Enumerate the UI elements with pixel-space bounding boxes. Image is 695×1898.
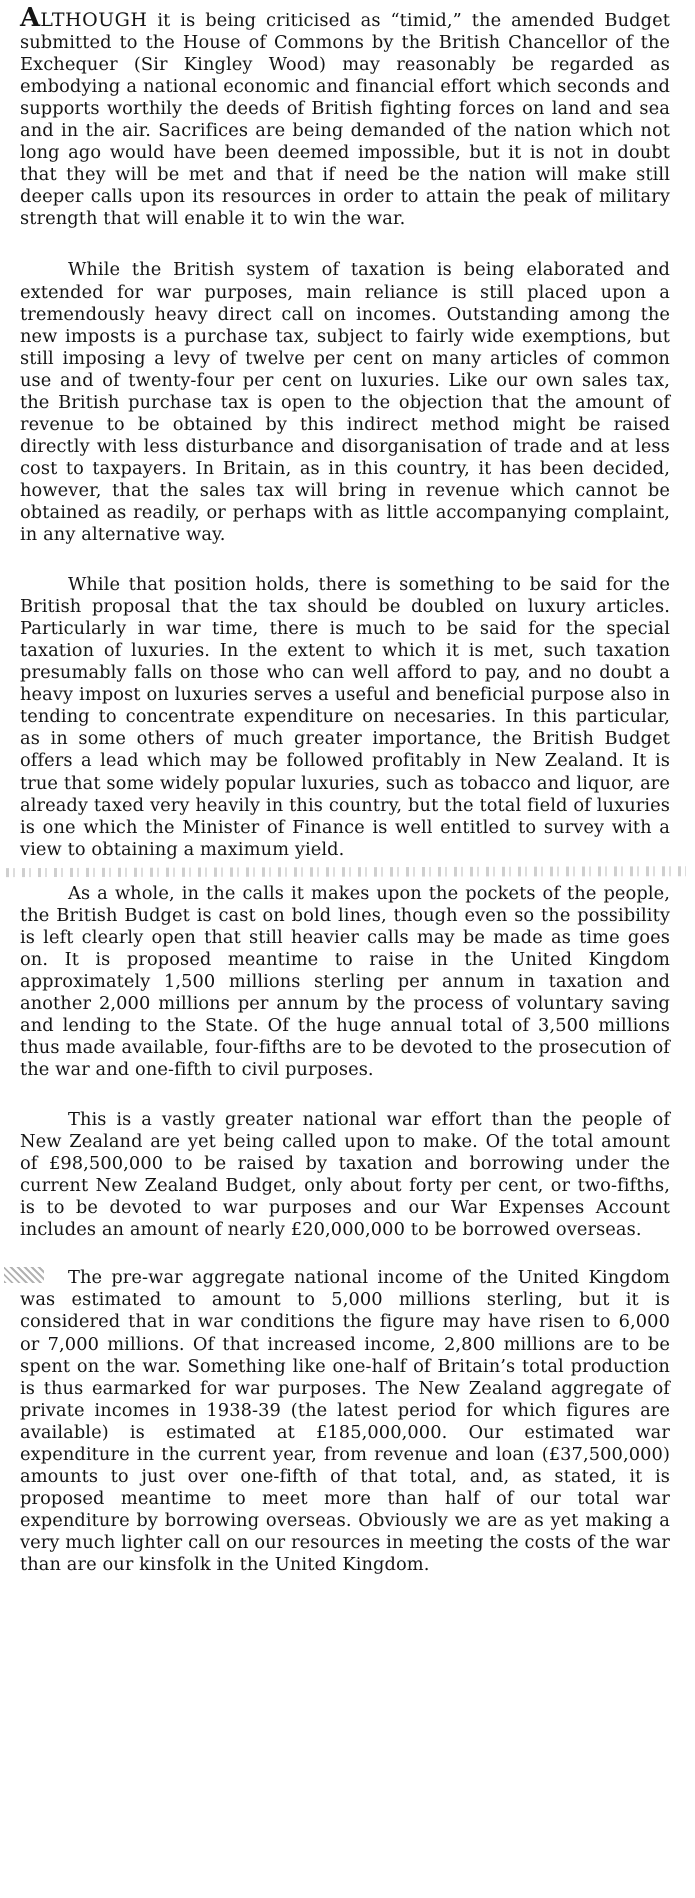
paragraph-gap bbox=[20, 1241, 670, 1267]
paragraph-6: The pre-war aggregate national income of the United Kingdom was estimated to amount to 5,000 millions sterling, but it is considered that in war conditions the figure may have risen to 6,000 or 7,000 millions. Of that increased income, 2,800 millions are to be spent on the war. Something like one-half of Britain’s total production is thus earmarked for war purposes. The New Zealand aggregate of private incomes in 1938-39 (the latest period for which figures are available) is estimated at £185,000,000. Our estimated war expenditure in the current year, from revenue and loan (£37,500,000) amounts to just over one-fifth of that total, and, as stated, it is proposed meantime to meet more than half of our total war expenditure by borrowing overseas. Obviously we are as yet making a very much lighter call on our resources in meeting the costs of the war than are our kinsfolk in the United Kingdom. bbox=[20, 1267, 670, 1575]
paragraph-2: While the British system of taxation is being elaborated and extended for war purposes, main reliance is still placed upon a tremendously heavy direct call on incomes. Outstanding among the new imposts is a purchase tax, subject to fairly wide exemptions, but still imposing a levy of twelve per cent on many articles of common use and of twenty-four per cent on luxuries. Like our own sales tax, the British purchase tax is open to the objection that the amount of revenue to be obtained by this indirect method might be raised directly with less disturbance and disorganisation of trade and at less cost to taxpayers. In Britain, as in this country, it has been decided, however, that the sales tax will bring in revenue which cannot be obtained as readily, or perhaps with as little accompanying complaint, in any alternative way. bbox=[20, 259, 670, 546]
lead-caps: LTHOUGH bbox=[40, 9, 148, 31]
print-smudge-small bbox=[4, 1267, 44, 1283]
paragraph-gap bbox=[20, 546, 670, 574]
drop-initial: A bbox=[20, 3, 41, 33]
paragraph-gap bbox=[20, 230, 670, 259]
paragraph-3: While that position holds, there is something to be said for the British proposal that the tax should be doubled on luxury articles. Particularly in war time, there is much to be said for the special taxation of luxuries. In the extent to which it is met, such taxation presumably falls on those who can well afford to pay, and no doubt a heavy impost on luxuries serves a useful and beneficial purpose also in tending to concentrate expenditure on necesaries. In this particular, as in some others of much greater importance, the British Budget offers a lead which may be followed profitably in New Zealand. It is true that some widely popular luxuries, such as tobacco and liquor, are already taxed very heavily in this country, but the total field of luxuries is one which the Minister of Finance is well entitled to survey with a view to obtaining a maximum yield. bbox=[20, 574, 670, 860]
print-smudge bbox=[6, 863, 686, 881]
paragraph-5: This is a vastly greater national war effort than the people of New Zealand are yet being called upon to make. Of the total amount of £98,500,000 to be raised by taxation and borrowing under the current New Zealand Budget, only about forty per cent, or two-fifths, is to be devoted to war purposes and our War Expenses Account includes an amount of nearly £20,000,000 to be borrowed overseas. bbox=[20, 1109, 670, 1241]
paragraph-1-text: it is being criticised as “timid,” the amended Budget submitted to the House of Commons by the British Chancellor of the Exchequer (Sir Kingley Wood) may reasonably be regarded as embodying a national economic and financial effort which seconds and supports worthily the deeds of British fighting forces on land and sea and in the air. Sacrifices are being demanded of the nation which not long ago would have been deemed impossible, but it is not in doubt that they will be met and that if need be the nation will make still deeper calls upon its resources in order to attain the peak of military strength that will enable it to win the war. bbox=[20, 10, 670, 230]
paragraph-gap bbox=[20, 1081, 670, 1109]
paragraph-4: As a whole, in the calls it makes upon the pockets of the people, the British Budget is cast on bold lines, though even so the possibility is left clearly open that still heavier calls may be made as time goes on. It is proposed meantime to raise in the United Kingdom approximately 1,500 millions sterling per annum in taxation and another 2,000 millions per annum by the process of voluntary saving and lending to the State. Of the huge annual total of 3,500 millions thus made available, four-fifths are to be devoted to the prosecution of the war and one-fifth to civil purposes. bbox=[20, 882, 670, 1081]
paragraph-1 bbox=[20, 3, 670, 230]
article-column bbox=[20, 3, 670, 1576]
